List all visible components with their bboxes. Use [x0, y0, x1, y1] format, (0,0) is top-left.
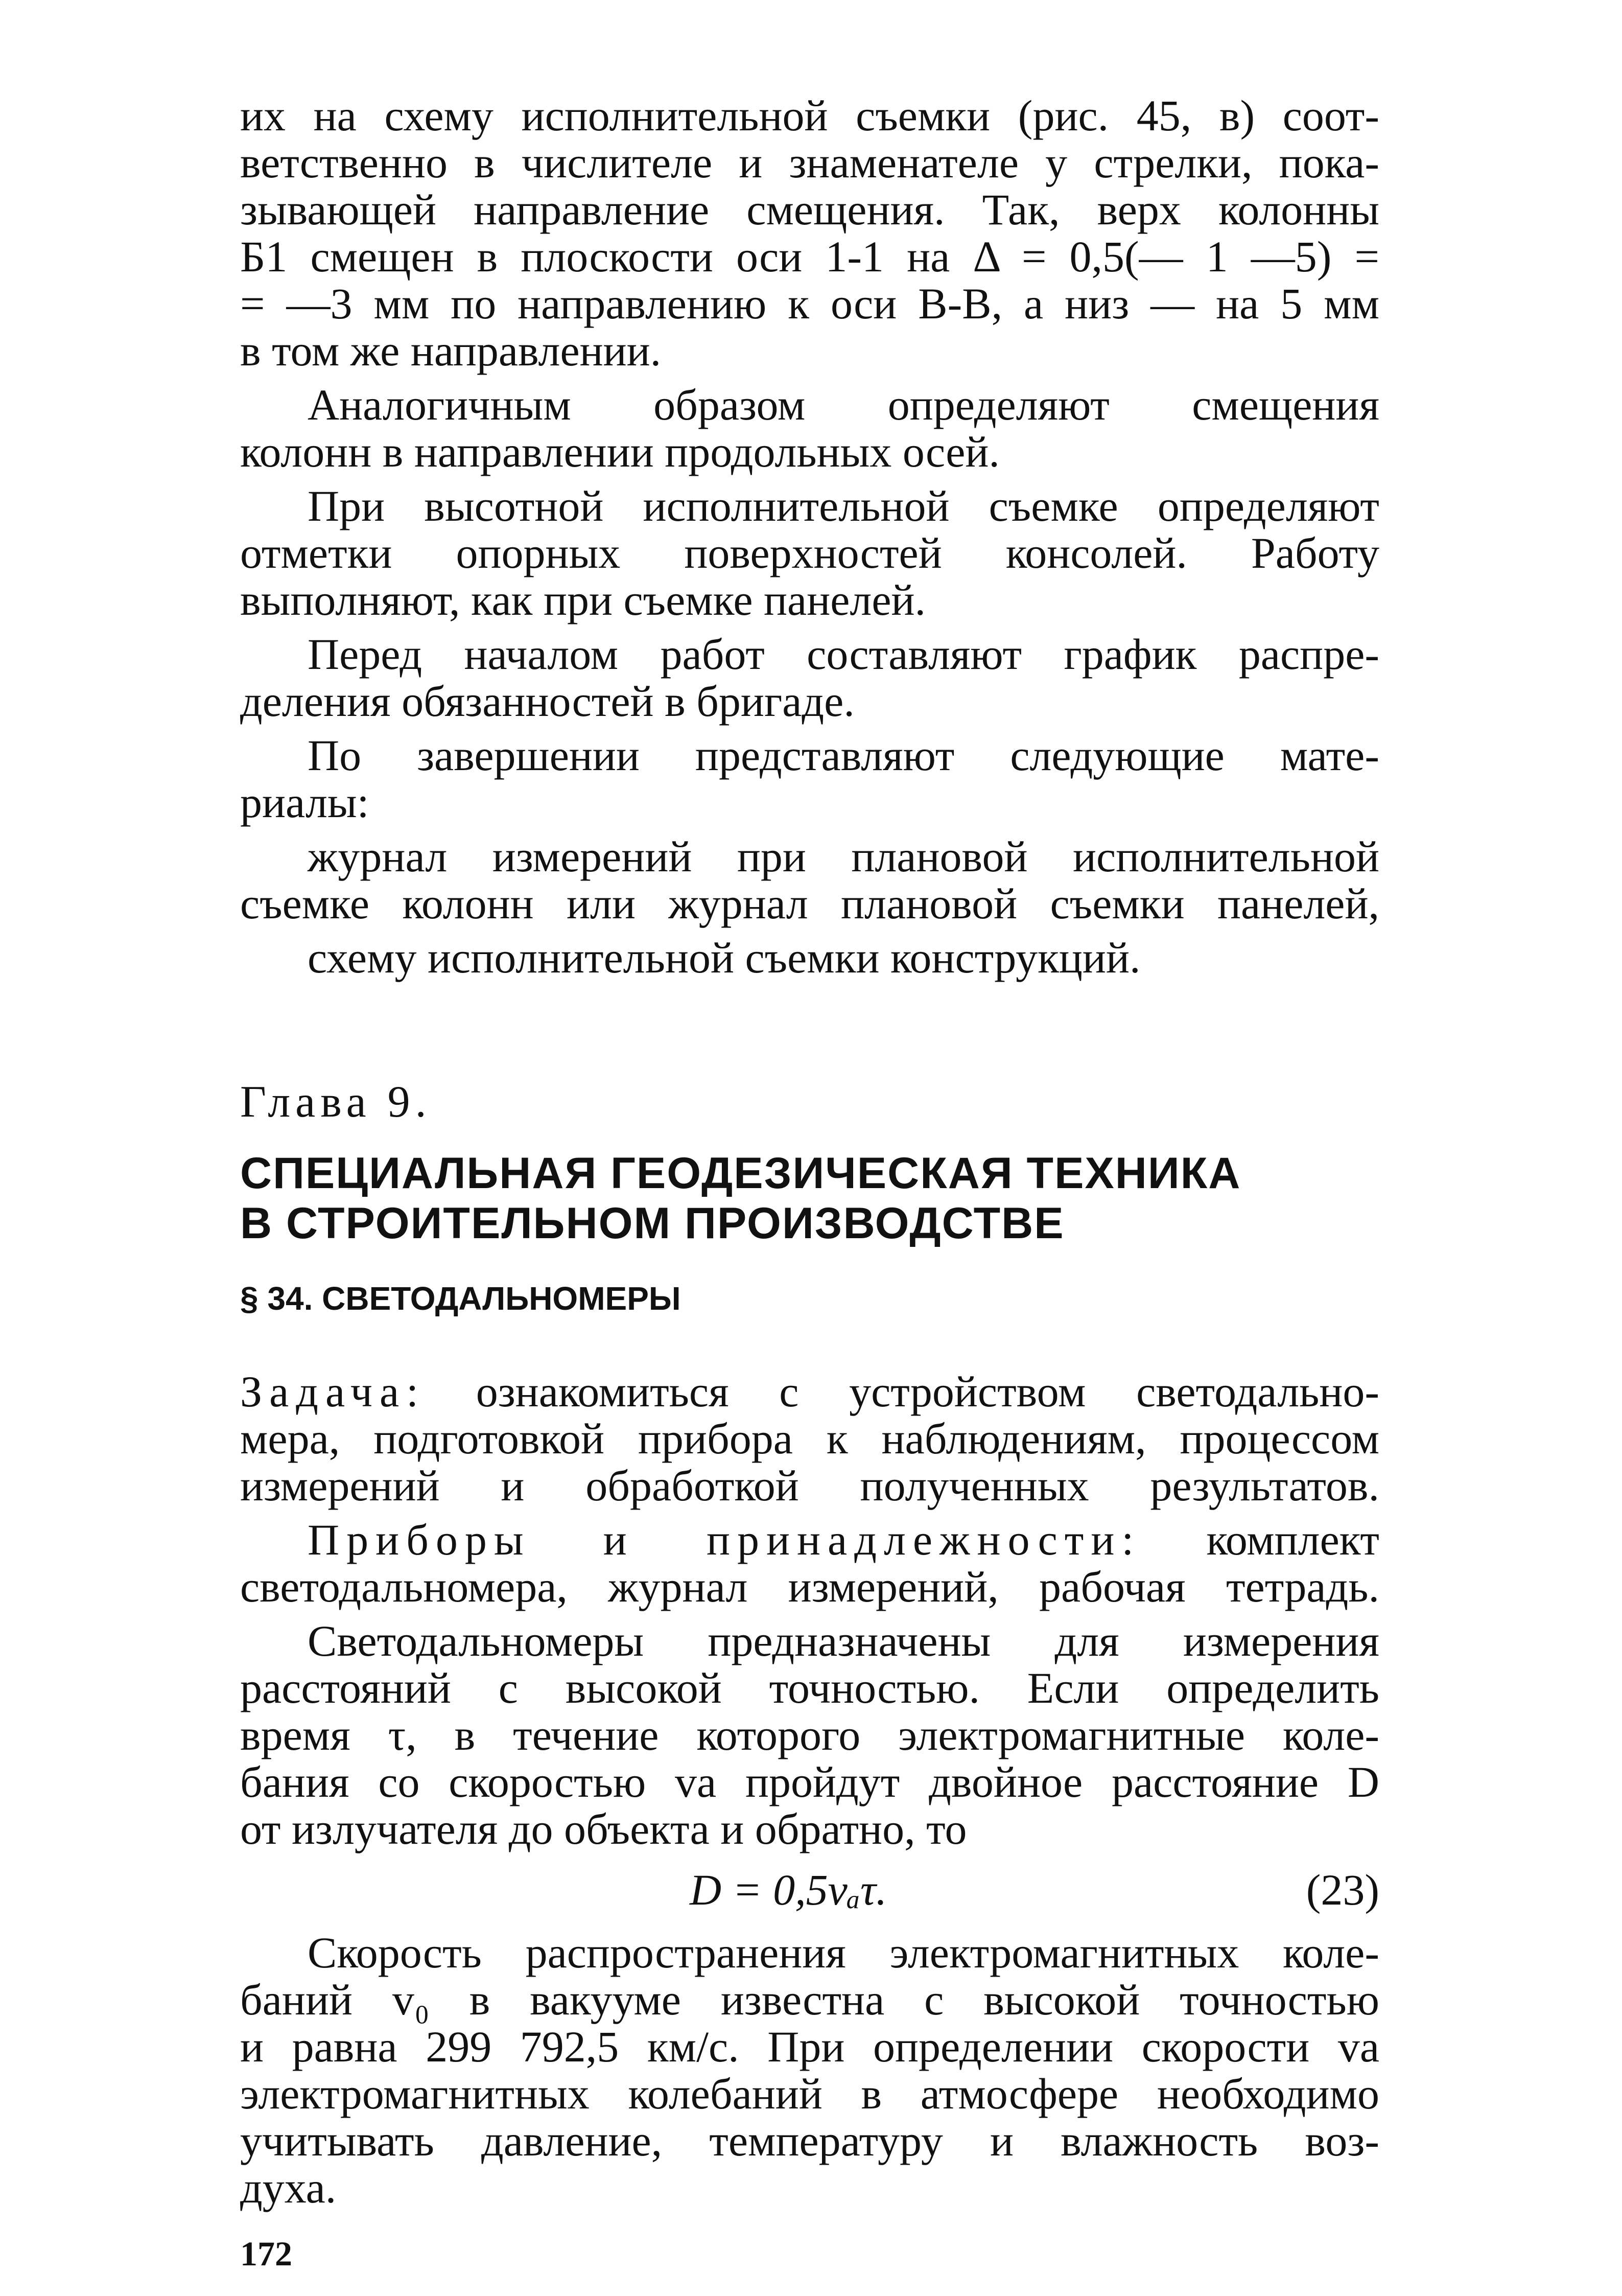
paragraph-height-survey	[240, 482, 1379, 623]
chapter-title-line: В СТРОИТЕЛЬНОМ ПРОИЗВОДСТВЕ	[240, 1199, 1065, 1248]
text-line	[240, 1368, 1379, 1415]
text-line: светодальномера, журнал измерений, рабочая тетрадь.	[240, 1562, 1379, 1611]
text-line: учитывать давление, температуру и влажность воз-	[240, 2116, 1379, 2165]
formula: D = 0,5vₐτ.	[690, 1865, 887, 1914]
text-line: ветственно в числителе и знаменателе у стрелки, пока-	[240, 138, 1379, 187]
list-item-journal	[240, 833, 1379, 927]
task-label: Задача:	[240, 1367, 426, 1416]
paragraph-schedule	[240, 631, 1379, 725]
list-item-scheme	[240, 934, 1379, 981]
instruments-label: Приборы и принадлежности:	[308, 1515, 1141, 1564]
section-title: § 34. СВЕТОДАЛЬНОМЕРЫ	[240, 1280, 681, 1317]
text-line: Б1 смещен в плоскости оси 1-1 на Δ = 0,5(— 1 —5) =	[240, 232, 1379, 281]
text-line: их на схему исполнительной съемки (рис. 45, в) соот-	[240, 91, 1379, 140]
paragraph-materials	[240, 732, 1379, 826]
formula-number: (23)	[1306, 1865, 1379, 1914]
formula-row	[240, 1860, 1379, 1920]
page-content	[240, 92, 1379, 2274]
text-line: зывающей направление смещения. Так, верх колонны	[240, 185, 1379, 234]
chapter-title	[240, 1148, 1379, 1248]
closing-paragraph	[240, 1929, 1379, 2211]
chapter-label: Глава 9.	[240, 1077, 432, 1127]
text-line: отметки опорных поверхностей консолей. Работу	[240, 528, 1379, 577]
text-line: расстояний с высокой точностью. Если определить	[240, 1663, 1379, 1712]
paragraph-similar-offsets	[240, 381, 1379, 475]
text-line: баний v₀ в вакууме известна с высокой точностью	[240, 1975, 1379, 2024]
text-line: схему исполнительной съемки конструкций.	[308, 933, 1141, 982]
text-line	[240, 1516, 1379, 1563]
text-line: Светодальномеры предназначены для измерения	[308, 1616, 1379, 1665]
text-line: электромагнитных колебаний в атмосфере необходимо	[240, 2069, 1379, 2118]
text-line: и равна 299 792,5 км/с. При определении скорости vа	[240, 2022, 1379, 2071]
instruments-text: комплект	[1206, 1515, 1379, 1564]
text-line: журнал измерений при плановой исполнительной	[308, 832, 1379, 881]
task-text: ознакомиться с устройством светодально-	[476, 1367, 1379, 1416]
text-line: мера, подготовкой прибора к наблюдениям, процессом	[240, 1414, 1379, 1463]
text-line: риалы:	[240, 778, 369, 827]
text-line: При высотной исполнительной съемке определяют	[308, 481, 1379, 530]
text-line: в том же направлении.	[240, 326, 662, 375]
text-line: съемке колонн или журнал плановой съемки панелей,	[240, 879, 1379, 928]
text-line: время τ, в течение которого электромагнитные коле-	[240, 1710, 1379, 1759]
text-line: Аналогичным образом определяют смещения	[308, 380, 1379, 429]
text-line: Скорость распространения электромагнитных коле-	[308, 1928, 1379, 1977]
text-line: измерений и обработкой полученных результатов.	[240, 1461, 1379, 1510]
text-line: По завершении представляют следующие мате-	[308, 731, 1379, 780]
page-number: 172	[240, 2234, 292, 2273]
intro-paragraph	[240, 92, 1379, 374]
text-line: = —3 мм по направлению к оси В-В, а низ — на 5 мм	[240, 279, 1379, 328]
text-line: от излучателя до объекта и обратно, то	[240, 1804, 967, 1853]
chapter-title-line: СПЕЦИАЛЬНАЯ ГЕОДЕЗИЧЕСКАЯ ТЕХНИКА	[240, 1149, 1241, 1198]
instruments-paragraph	[240, 1516, 1379, 1610]
text-line: колонн в направлении продольных осей.	[240, 427, 1000, 476]
text-line: Перед началом работ составляют график распре-	[308, 630, 1379, 679]
body-paragraph	[240, 1617, 1379, 1852]
text-line: духа.	[240, 2163, 337, 2212]
task-paragraph	[240, 1368, 1379, 1509]
text-line: выполняют, как при съемке панелей.	[240, 575, 926, 624]
text-line: бания со скоростью vа пройдут двойное расстояние D	[240, 1757, 1379, 1806]
text-line: деления обязанностей в бригаде.	[240, 677, 855, 726]
